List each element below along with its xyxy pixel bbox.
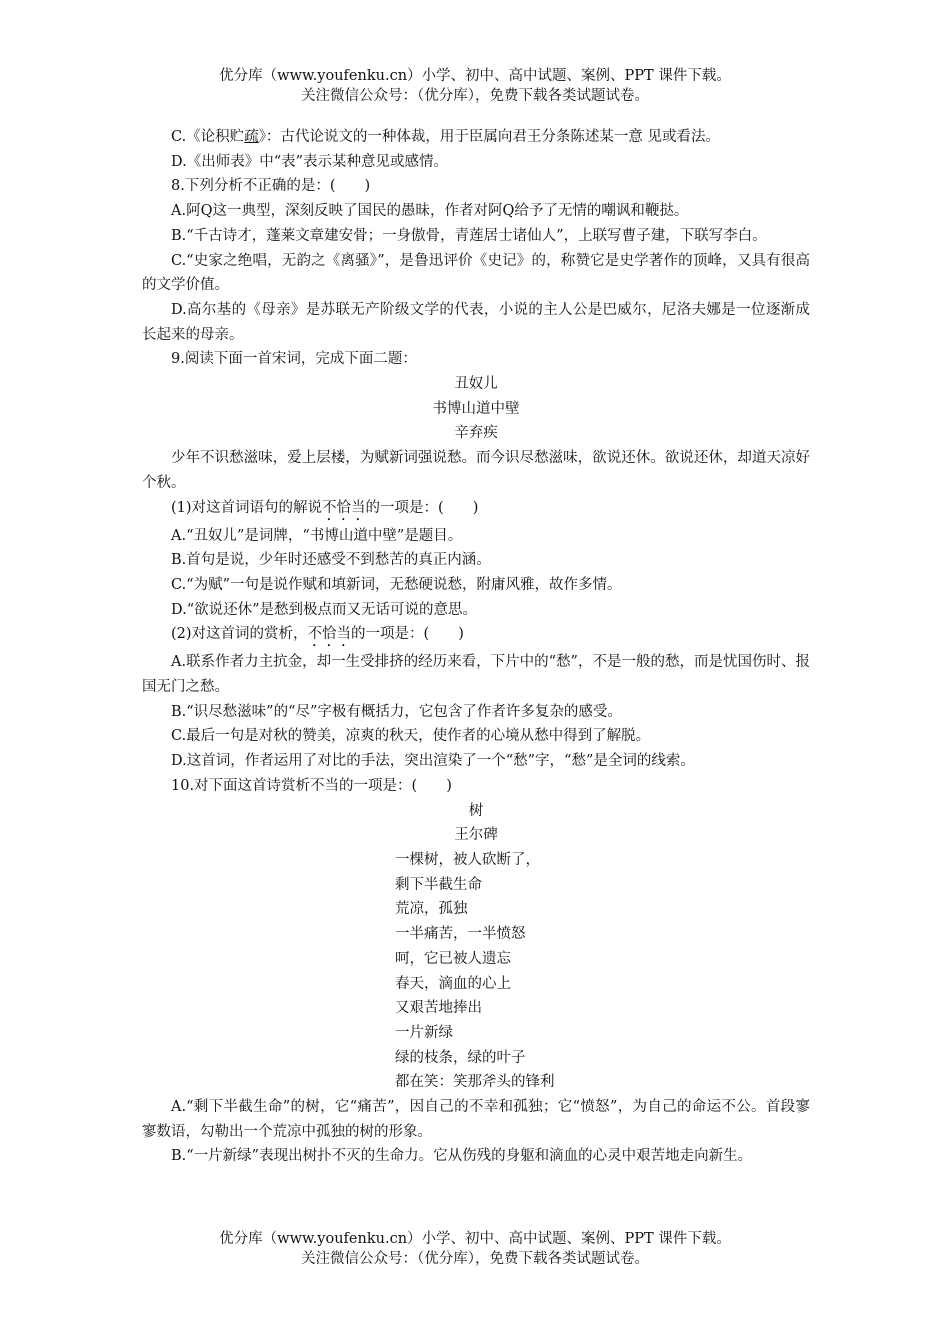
poem-line: 春天，滴血的心上: [395, 975, 511, 992]
q8-stem: 8.下列分析不正确的是：( ): [171, 178, 371, 195]
q9-sub2-stem: (2)对这首词的赏析，不恰当的一项是：( ): [171, 626, 464, 643]
poem-title: 树: [468, 802, 484, 819]
poem-title: 丑奴儿: [454, 376, 498, 393]
poem-line: 一棵树，被人砍断了，: [395, 851, 540, 868]
q10-option-a: A.“剩下半截生命”的树，它“痛苦”，因自己的不幸和孤独；它“愤怒”，为自己的命运不公。首段寥寥数语，勾勒出一个荒凉中孤独的树的形象。: [142, 1099, 810, 1140]
q9-sub1-option-b: B.首句是说，少年时还感受不到愁苦的真正内涵。: [171, 552, 491, 569]
header-line-1: 优分库（www.youfenku.cn）小学、初中、高中试题、案例、PPT 课件下载。: [219, 68, 731, 84]
header-line-2: 关注微信公众号：（优分库），免费下载各类试题试卷。: [301, 88, 649, 104]
poem-line: 一片新绿: [395, 1024, 453, 1041]
page-header: [0, 66, 950, 106]
emphasis-text: 不恰当: [307, 626, 352, 643]
poem-lines: [395, 848, 810, 1095]
q10-stem: 10.对下面这首诗赏析不当的一项是：( ): [171, 777, 452, 794]
poem-line: 荒凉，孤独: [395, 901, 468, 918]
q9-sub1-stem: (1)对这首词语句的解说不恰当的一项是：( ): [171, 499, 479, 516]
q9-sub2-option-a: A.联系作者力主抗金，却一生受排挤的经历来看，下片中的“愁”，不是一般的愁，而是忧国伤时、报国无门之愁。: [142, 654, 810, 696]
underlined-char: 疏: [244, 129, 259, 145]
q9-sub2-option-d: D.这首词，作者运用了对比的手法，突出渲染了一个“愁”字，“愁”是全词的线索。: [171, 753, 695, 770]
q7-option-d: D.《出师表》中“表”表示某种意见或感情。: [171, 153, 449, 170]
page-footer: [0, 1229, 950, 1269]
footer-line-2: 关注微信公众号：（优分库），免费下载各类试题试卷。: [301, 1251, 649, 1267]
q8-option-c: C.“史家之绝唱，无韵之《离骚》”，是鲁迅评价《史记》的，称赞它是史学著作的顶峰，又具有很高的文学价值。: [142, 252, 810, 294]
q10-option-b: B.“一片新绿”表现出树扑不灭的生命力。它从伤残的身躯和滴血的心灵中艰苦地走向新生。: [171, 1148, 753, 1165]
q8-option-a: A.阿Q这一典型，深刻反映了国民的愚昧，作者对阿Q给予了无情的嘲讽和鞭挞。: [171, 203, 689, 220]
poem-subtitle: 书博山道中壁: [432, 400, 520, 417]
poem-line: 一半痛苦，一半愤怒: [395, 926, 526, 943]
poem-author: 王尔碑: [454, 827, 498, 844]
poem-author: 辛弃疾: [454, 425, 498, 442]
poem-line: 又艰苦地捧出: [395, 1000, 482, 1017]
q9-sub1-option-c: C.“为赋”一句是说作赋和填新词，无愁硬说愁，附庸风雅，故作多情。: [171, 576, 622, 593]
poem-text: 少年不识愁滋味，爱上层楼，为赋新词强说愁。而今识尽愁滋味，欲说还休。欲说还休，却道天凉好个秋。: [142, 450, 810, 491]
q7-option-c: C.《论积贮疏》：古代论说文的一种体裁，用于臣属向君王分条陈述某一意 见或看法。: [171, 129, 721, 145]
q9-sub1-option-d: D.“欲说还休”是愁到极点而又无话可说的意思。: [171, 601, 478, 618]
poem-line: 都在笑：笑那斧头的锋利: [395, 1074, 555, 1091]
poem-line: 剩下半截生命: [395, 876, 482, 893]
q8-option-b: B.“千古诗才，蓬莱文章建安骨；一身傲骨，青莲居士诸仙人”，上联写曹子建，下联写李白。: [171, 227, 767, 244]
q9-sub2-option-b: B.“识尽愁滋味”的“尽”字极有概括力，它包含了作者许多复杂的感受。: [171, 703, 622, 720]
q9-sub2-option-c: C.最后一句是对秋的赞美，凉爽的秋天，使作者的心境从愁中得到了解脱。: [171, 728, 651, 745]
q8-option-d: D.高尔基的《母亲》是苏联无产阶级文学的代表，小说的主人公是巴威尔，尼洛夫娜是一位逐渐成长起来的母亲。: [142, 301, 810, 343]
poem-line: 绿的枝条，绿的叶子: [395, 1049, 526, 1066]
emphasis-text: 不恰当: [322, 499, 366, 516]
poem-line: 呵，它已被人遗忘: [395, 950, 511, 967]
q9-stem: 9.阅读下面一首宋词，完成下面二题：: [171, 351, 417, 368]
footer-line-1: 优分库（www.youfenku.cn）小学、初中、高中试题、案例、PPT 课件下载。: [219, 1231, 731, 1247]
document-body: [142, 125, 810, 1169]
q9-sub1-option-a: A.“丑奴儿”是词牌，“书博山道中壁”是题目。: [171, 527, 463, 544]
